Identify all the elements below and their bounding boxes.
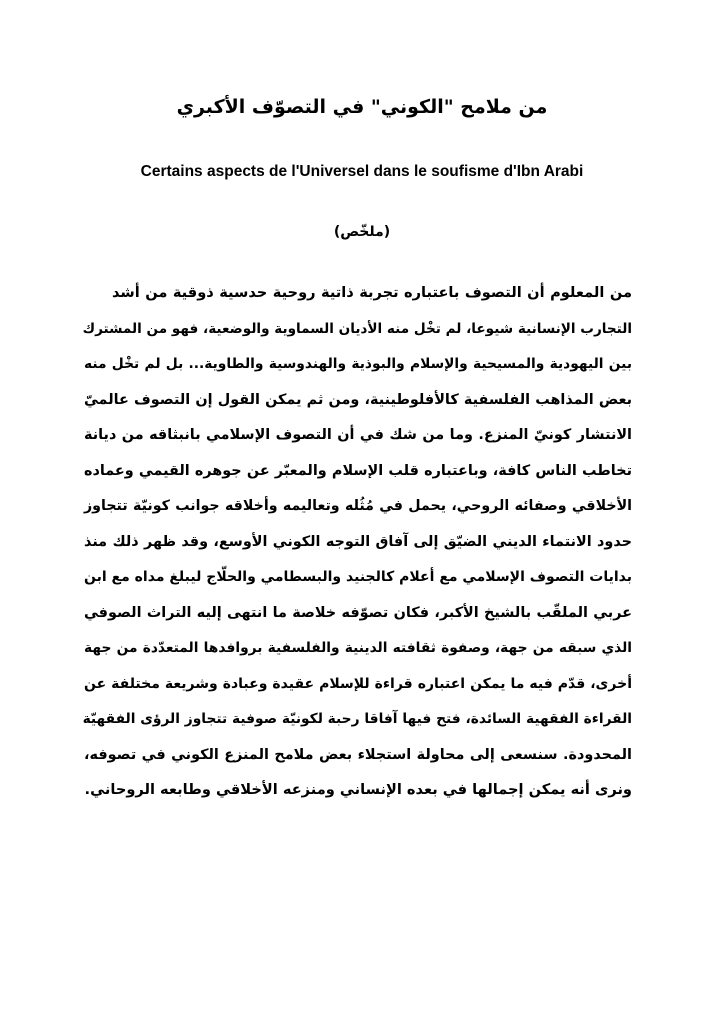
paragraph-line: الانتشار كونيّ المنزع. وما من شك في أن التصوف الإسلامي بانبثاقه من ديانة [84,427,632,443]
paragraph-line: حدود الانتماء الديني الضيّق إلى آفاق التوجه الكوني الأوسع، وقد ظهر ذلك منذ [84,533,632,550]
paragraph-line: المحدودة. سنسعى إلى محاولة استجلاء بعض ملامح المنزع الكوني في تصوفه، [84,746,632,763]
paragraph-line: عربي الملقّب بالشيخ الأكبر، فكان تصوّفه خلاصة ما انتهى إليه التراث الصوفي [84,604,632,621]
paragraph-line: بدايات التصوف الإسلامي مع أعلام كالجنيد والبسطامي والحلّاج ليبلغ مداه مع ابن [84,569,632,585]
paragraph-line: بعض المذاهب الفلسفية كالأفلوطينية، ومن ثم يمكن القول إن التصوف عالميّ [84,391,632,408]
page-subtitle: Certains aspects de l'Universel dans le soufisme d'Ibn Arabi [140,163,584,180]
paragraph-line: الأخلاقي وصفائه الروحي، يحمل في مُثُله وتعاليمه وأخلاقه جوانب كونيّة تتجاوز [84,498,632,514]
paragraph-line: تخاطب الناس كافة، وباعتباره قلب الإسلام والمعبّر عن جوهره القيمي وعماده [84,462,632,479]
paragraph-line: القراءة الفقهية السائدة، فتح فيها آفاقا رحبة لكونيّة صوفية تتجاوز الرؤى الفقهيّة [82,711,632,727]
summary-heading: (ملخّص) [333,224,391,240]
paragraph-line: أخرى، قدّم فيه ما يمكن اعتباره قراءة للإسلام عقيدة وعبادة وشريعة مختلفة عن [84,675,632,692]
page-title: من ملامح "الكوني" في التصوّف الأكبري [176,96,548,118]
paragraph-line: بين اليهودية والمسيحية والإسلام والبوذية والهندوسية والطاوية... بل لم تخْل منه [84,356,632,372]
paragraph-line: من المعلوم أن التصوف باعتباره تجربة ذاتية روحية حدسية ذوقية من أشد [112,284,632,301]
paragraph-line: التجارب الإنسانية شيوعا، لم تخْل منه الأديان السماوية والوضعية، فهو من المشترك [82,320,632,337]
paragraph-line: ونرى أنه يمكن إجمالها في بعده الإنساني ومنزعه الأخلاقي وطابعه الروحاني. [84,781,632,798]
paragraph-line: الذي سبقه من جهة، وصفوة ثقافته الدينية والفلسفية بروافدها المتعدّدة من جهة [84,640,632,656]
